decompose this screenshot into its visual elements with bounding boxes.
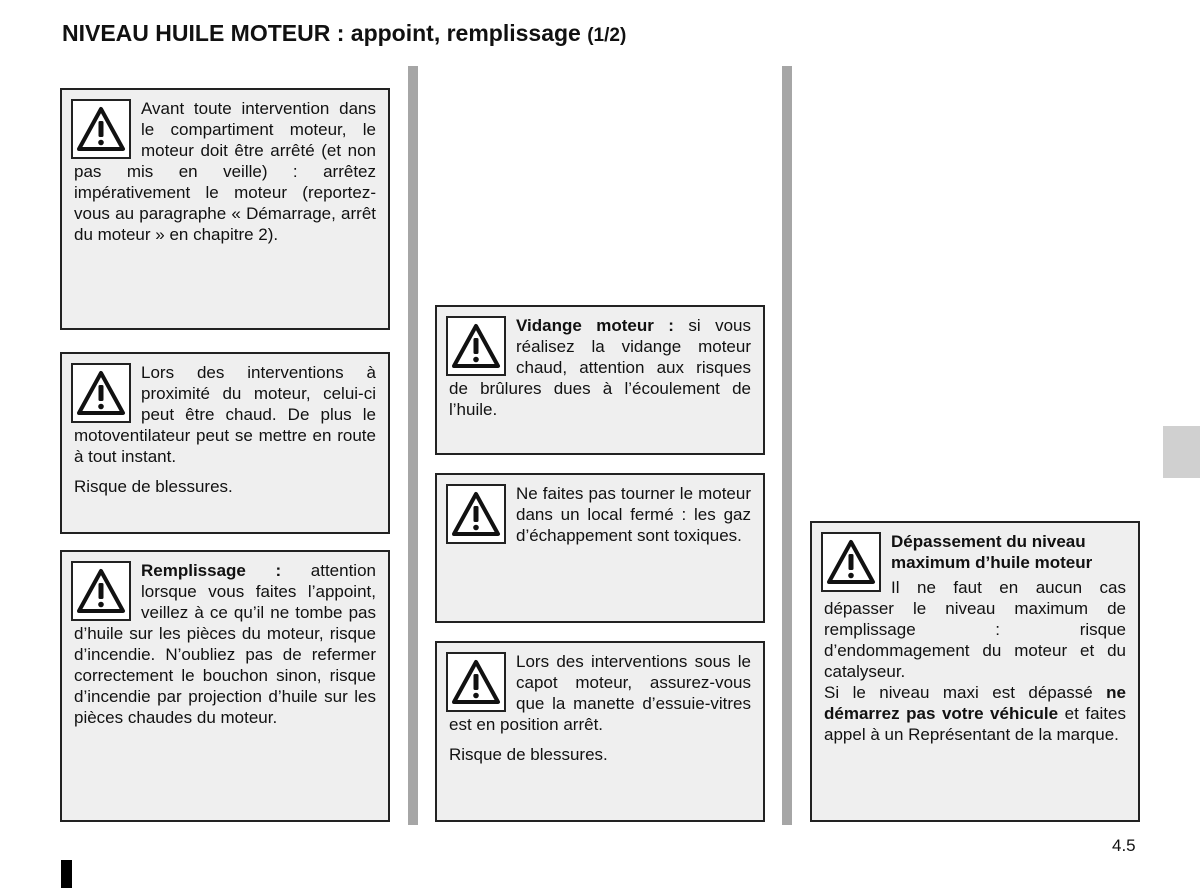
warning-icon [71, 561, 131, 621]
title-text: NIVEAU HUILE MOTEUR : appoint, remplissage [62, 20, 581, 46]
warning-icon [821, 532, 881, 592]
warning-text: Lors des interventions à proximité du moteur, celui-ci peut être chaud. De plus le motoventilateur peut se mettre en route à tout instant. [74, 363, 376, 466]
warning-box-hot-engine [60, 352, 390, 534]
warning-text-2b: et faites appel à un Représentant de la marque. [824, 704, 1126, 744]
warning-text: si vous réalisez la vidange moteur chaud, attention aux risques de brûlures dues à l’écoulement de l’huile. [449, 316, 751, 419]
warning-lead: Vidange moteur : [516, 316, 674, 335]
page-edge-marker [61, 860, 72, 888]
warning-risk: Risque de blessures. [449, 745, 608, 764]
warning-box-wipers [435, 641, 765, 822]
warning-icon [71, 99, 131, 159]
column-rule [782, 66, 792, 825]
warning-risk: Risque de blessures. [74, 477, 233, 496]
warning-box-exhaust [435, 473, 765, 623]
title-part: (1/2) [587, 25, 627, 46]
warning-text: Il ne faut en aucun cas dépasser le niveau maximum de remplissage : risque d’endommagement du moteur et du catalyseur. [824, 578, 1126, 681]
warning-heading: Dépassement du niveau maximum d’huile moteur [891, 532, 1093, 572]
warning-text: Ne faites pas tourner le moteur dans un local fermé : les gaz d’échappement sont toxiques. [516, 484, 751, 545]
warning-box-engine-stop [60, 88, 390, 330]
warning-lead: Remplissage : [141, 561, 282, 580]
warning-icon [446, 652, 506, 712]
warning-text: Lors des interventions sous le capot moteur, assurez-vous que la manette d’essuie-vitres est en position arrêt. [449, 652, 751, 734]
column-rule [408, 66, 418, 825]
chapter-tab [1163, 426, 1200, 478]
page-title [62, 20, 626, 47]
warning-text: attention lorsque vous faites l’appoint, veillez à ce qu’il ne tombe pas d’huile sur les pièces du moteur, risque d’incendie. N’oubliez pas de refermer correctement le bouchon sinon, risque d’incendie par projection d’huile sur les pièces chaudes du moteur. [74, 561, 376, 727]
warning-text: Avant toute intervention dans le compartiment moteur, le moteur doit être arrêté (et non pas mis en veille) : arrêtez impérativement le moteur (reportez-vous au paragraphe « Démarrage, arrêt du moteur » en chapitre 2). [74, 99, 376, 244]
warning-text-bold: ne démarrez pas votre véhicule [824, 683, 1126, 723]
warning-box-max-level [810, 521, 1140, 822]
page-number: 4.5 [1112, 836, 1136, 855]
warning-box-filling [60, 550, 390, 822]
warning-icon [446, 484, 506, 544]
warning-box-oil-change [435, 305, 765, 455]
warning-text-2a: Si le niveau maxi est dépassé [824, 683, 1093, 702]
warning-icon [446, 316, 506, 376]
warning-icon [71, 363, 131, 423]
